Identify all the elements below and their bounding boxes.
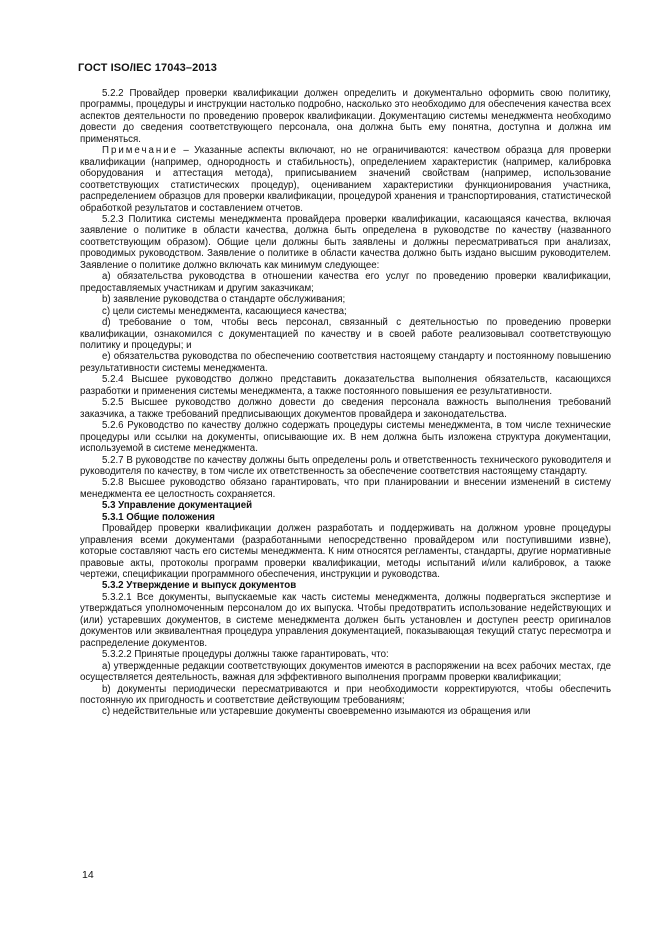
list-item-d: d) требование о том, чтобы весь персонал, связанный с деятельностью по проведению проверки квалификации, ознакомился с документацией по качеству и в своей работе реализовывал соответствующую политику и процедуры; и (80, 317, 611, 351)
paragraph-5-2-5: 5.2.5 Высшее руководство должно довести до сведения персонала важность выполнения требований заказчика, а также требований предписывающих документов провайдера и законодательства. (80, 397, 611, 420)
list-item-b2: b) документы периодически пересматриваются и при необходимости корректируются, чтобы обеспечить постоянную их пригодность и соответствие действующим требованиям; (80, 683, 611, 707)
list-item-b: b) заявление руководства о стандарте обслуживания; (102, 294, 346, 306)
paragraph-5-2-8: 5.2.8 Высшее руководство обязано гарантировать, что при планировании и внесении изменений в систему менеджмента ее целостность сохраняется. (80, 477, 611, 500)
list-item-e: e) обязательства руководства по обеспечению соответствия настоящему стандарту и постоянному повышению результативности системы менеджмента. (80, 351, 611, 374)
paragraph-5-3-2-1: 5.3.2.1 Все документы, выпускаемые как часть системы менеджмента, должны подвергаться экспертизе и утверждаться уполномоченным персоналом до их выпуска. Чтобы предотвратить использование недействующих и (или) устаревших документов, в системе менеджмента должен быть установлен и доступен реестр оригиналов документов или эквивалентная процедура управления документацией, показывающая текущий статус пересмотра и распределение документов. (80, 591, 611, 649)
heading-5-3: 5.3 Управление документацией (102, 500, 253, 512)
page-number: 14 (82, 869, 94, 881)
list-item-c: c) цели системы менеджмента, касающиеся качества; (102, 305, 347, 317)
paragraph-5-3-2-2: 5.3.2.2 Принятые процедуры должны также гарантировать, что: (102, 649, 389, 661)
paragraph-5-3-1: Провайдер проверки квалификации должен разработать и поддерживать на должном уровне процедуры управления всеми документами (разработанными непосредственно провайдером или поступившими извне), которые составляют часть его системы менеджмента. К ним относятся регламенты, стандарты, другие нормативные правовые акты, протоколы программ проверки квалификации, методы испытаний и/или калибровок, а также чертежи, спецификации программного обеспечения, инструкции и руководства. (80, 523, 611, 581)
note-text: – Указанные аспекты включают, но не ограничиваются: качеством образца для проверки квалификации (например, однородность и стабильность), определением характеристик (например, калибровка оборудования и аттестация метода), приписыванием значений свойствам (например, использование соответствующих статистических процедур), оцениванием характеристики функционирования участника, распределением образцов для проверки квалификации, процедурой хранения и транспортирования, статистической обработкой результатов и составлением отчетов. (80, 145, 611, 214)
paragraph-5-2-7: 5.2.7 В руководстве по качеству должны быть определены роль и ответственность технического руководителя и руководителя по качеству, в том числе их ответственность за обеспечение соответствия настоящему стандарту. (80, 454, 611, 477)
page-body (80, 88, 611, 718)
paragraph-5-2-3: 5.2.3 Политика системы менеджмента провайдера проверки квалификации, касающаяся качества, включая заявление о политике в области качества, должна быть определена в руководстве по качеству (названного соответствующим образом). Общие цели должны быть заявлены и должны пересматриваться при анализах, проводимых руководством. Заявление о политике в области качества должно быть издано высшим руководителем. Заявление о политике должно включать как минимум следующее: (80, 213, 611, 271)
paragraph-5-2-4: 5.2.4 Высшее руководство должно представить доказательства выполнения обязательств, касающихся разработки и применения системы менеджмента, а также постоянного повышения ее результативности. (80, 374, 611, 397)
note-label: Примечание (102, 145, 179, 157)
heading-5-3-2: 5.3.2 Утверждение и выпуск документов (102, 580, 297, 592)
page-header: ГОСТ ISO/IEC 17043–2013 (78, 62, 217, 74)
note (80, 145, 611, 214)
list-item-a2: a) утвержденные редакции соответствующих документов имеются в распоряжении на всех рабочих местах, где осуществляется деятельность, важная для эффективного выполнения программ проверки квалификации; (80, 660, 611, 684)
paragraph-5-2-6: 5.2.6 Руководство по качеству должно содержать процедуры системы менеджмента, в том числе технические процедуры или ссылки на документы, описывающие их. В нем должна быть изложена структура документации, используемой в системе менеджмента. (80, 420, 611, 455)
list-item-a: a) обязательства руководства в отношении качества его услуг по проведению проверки квалификации, предоставляемых участникам и другим заказчикам; (80, 271, 611, 294)
paragraph-5-2-2: 5.2.2 Провайдер проверки квалификации должен определить и документально оформить свою политику, программы, процедуры и инструкции настолько подробно, насколько это необходимо для обеспечения качества всех аспектов деятельности по проведению проверок квалификации. Документацию системы менеджмента необходимо довести до сведения соответствующего персонала, она должна быть ему понятна, доступна и должна им применяться. (80, 88, 611, 145)
heading-5-3-1: 5.3.1 Общие положения (102, 511, 215, 523)
list-item-c2: c) недействительные или устаревшие документы своевременно изымаются из обращения или (102, 706, 531, 718)
